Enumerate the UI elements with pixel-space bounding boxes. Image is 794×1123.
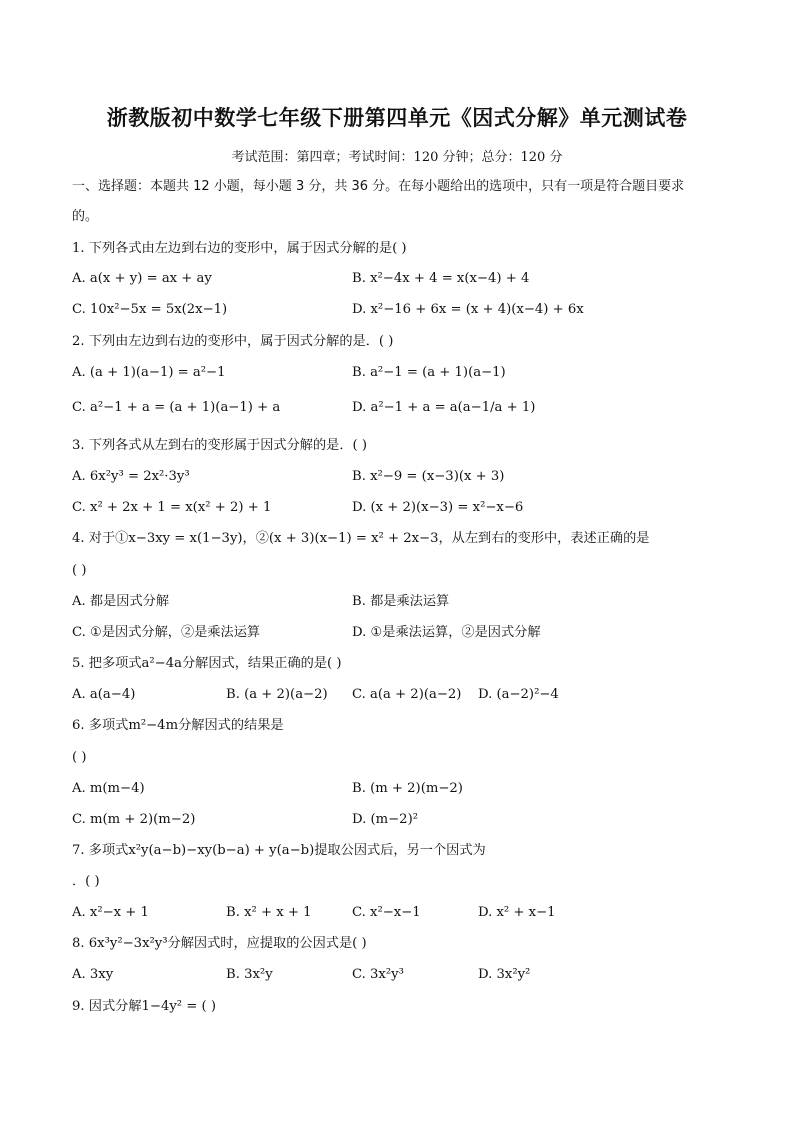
question-9-stem: 9. 因式分解1−4y² = ( ) (72, 999, 217, 1014)
question-5-option-b[interactable]: B. (a + 2)(a−2) (226, 687, 328, 702)
question-8-option-b[interactable]: B. 3x²y (226, 967, 273, 982)
question-8-stem: 8. 6x³y²−3x²y³分解因式时，应提取的公因式是( ) (72, 936, 367, 951)
question-7-option-d[interactable]: D. x² + x−1 (478, 905, 556, 920)
question-6-option-c[interactable]: C. m(m + 2)(m−2) (72, 812, 196, 827)
question-4-option-c[interactable]: C. ①是因式分解，②是乘法运算 (72, 625, 261, 640)
question-1-option-d[interactable]: D. x²−16 + 6x = (x + 4)(x−4) + 6x (352, 302, 584, 317)
question-5-stem: 5. 把多项式a²−4a分解因式，结果正确的是( ) (72, 656, 342, 671)
question-3-stem: 3. 下列各式从左到右的变形属于因式分解的是．( ) (72, 438, 368, 453)
question-1-option-b[interactable]: B. x²−4x + 4 = x(x−4) + 4 (352, 271, 530, 286)
section-instruction-cont: 的。 (72, 209, 99, 224)
section-instruction: 一、选择题：本题共 12 小题，每小题 3 分，共 36 分。在每小题给出的选项中，只有一项是符合题目要求 (72, 179, 685, 194)
question-6-option-b[interactable]: B. (m + 2)(m−2) (352, 781, 463, 796)
question-8-option-a[interactable]: A. 3xy (72, 967, 114, 982)
question-3-option-d[interactable]: D. (x + 2)(x−3) = x²−x−6 (352, 500, 524, 515)
question-1-stem: 1. 下列各式由左边到右边的变形中，属于因式分解的是( ) (72, 241, 407, 256)
question-7-stem: 7. 多项式x²y(a−b)−xy(b−a) + y(a−b)提取公因式后，另一个因式为 (72, 843, 486, 858)
question-4-option-d[interactable]: D. ①是乘法运算，②是因式分解 (352, 625, 541, 640)
question-2-option-b[interactable]: B. a²−1 = (a + 1)(a−1) (352, 365, 506, 380)
question-3-option-c[interactable]: C. x² + 2x + 1 = x(x² + 2) + 1 (72, 500, 272, 515)
exam-title: 浙教版初中数学七年级下册第四单元《因式分解》单元测试卷 (106, 106, 688, 130)
question-2-option-a[interactable]: A. (a + 1)(a−1) = a²−1 (72, 365, 226, 380)
question-6-option-d[interactable]: D. (m−2)² (352, 812, 419, 827)
question-4-stem: 4. 对于①x−3xy = x(1−3y)，②(x + 3)(x−1) = x² + 2x−3，从左到右的变形中，表述正确的是 (72, 531, 650, 546)
question-5-option-a[interactable]: A. a(a−4) (72, 687, 136, 702)
question-8-option-d[interactable]: D. 3x²y² (478, 967, 531, 982)
question-1-option-a[interactable]: A. a(x + y) = ax + ay (72, 271, 212, 286)
question-1-option-c[interactable]: C. 10x²−5x = 5x(2x−1) (72, 302, 228, 317)
question-7-option-a[interactable]: A. x²−x + 1 (72, 905, 149, 920)
question-6-stem-cont: ( ) (72, 750, 87, 765)
question-4-option-a[interactable]: A. 都是因式分解 (72, 594, 170, 609)
question-7-option-c[interactable]: C. x²−x−1 (352, 905, 421, 920)
exam-info: 考试范围：第四章；考试时间：120 分钟；总分：120 分 (231, 150, 563, 165)
question-3-option-b[interactable]: B. x²−9 = (x−3)(x + 3) (352, 469, 505, 484)
question-4-stem-cont: ( ) (72, 563, 87, 578)
question-5-option-c[interactable]: C. a(a + 2)(a−2) (352, 687, 462, 702)
question-2-option-c[interactable]: C. a²−1 + a = (a + 1)(a−1) + a (72, 400, 281, 415)
question-2-stem: 2. 下列由左边到右边的变形中，属于因式分解的是．( ) (72, 334, 394, 349)
question-6-stem: 6. 多项式m²−4m分解因式的结果是 (72, 718, 284, 733)
question-8-option-c[interactable]: C. 3x²y³ (352, 967, 404, 982)
question-2-option-d[interactable]: D. a²−1 + a = a(a−1/a + 1) (352, 400, 536, 415)
question-7-option-b[interactable]: B. x² + x + 1 (226, 905, 312, 920)
question-6-option-a[interactable]: A. m(m−4) (72, 781, 145, 796)
question-5-option-d[interactable]: D. (a−2)²−4 (478, 687, 559, 702)
question-3-option-a[interactable]: A. 6x²y³ = 2x²·3y³ (72, 469, 190, 484)
question-7-stem-cont: ．( ) (72, 874, 100, 889)
question-4-option-b[interactable]: B. 都是乘法运算 (352, 594, 450, 609)
